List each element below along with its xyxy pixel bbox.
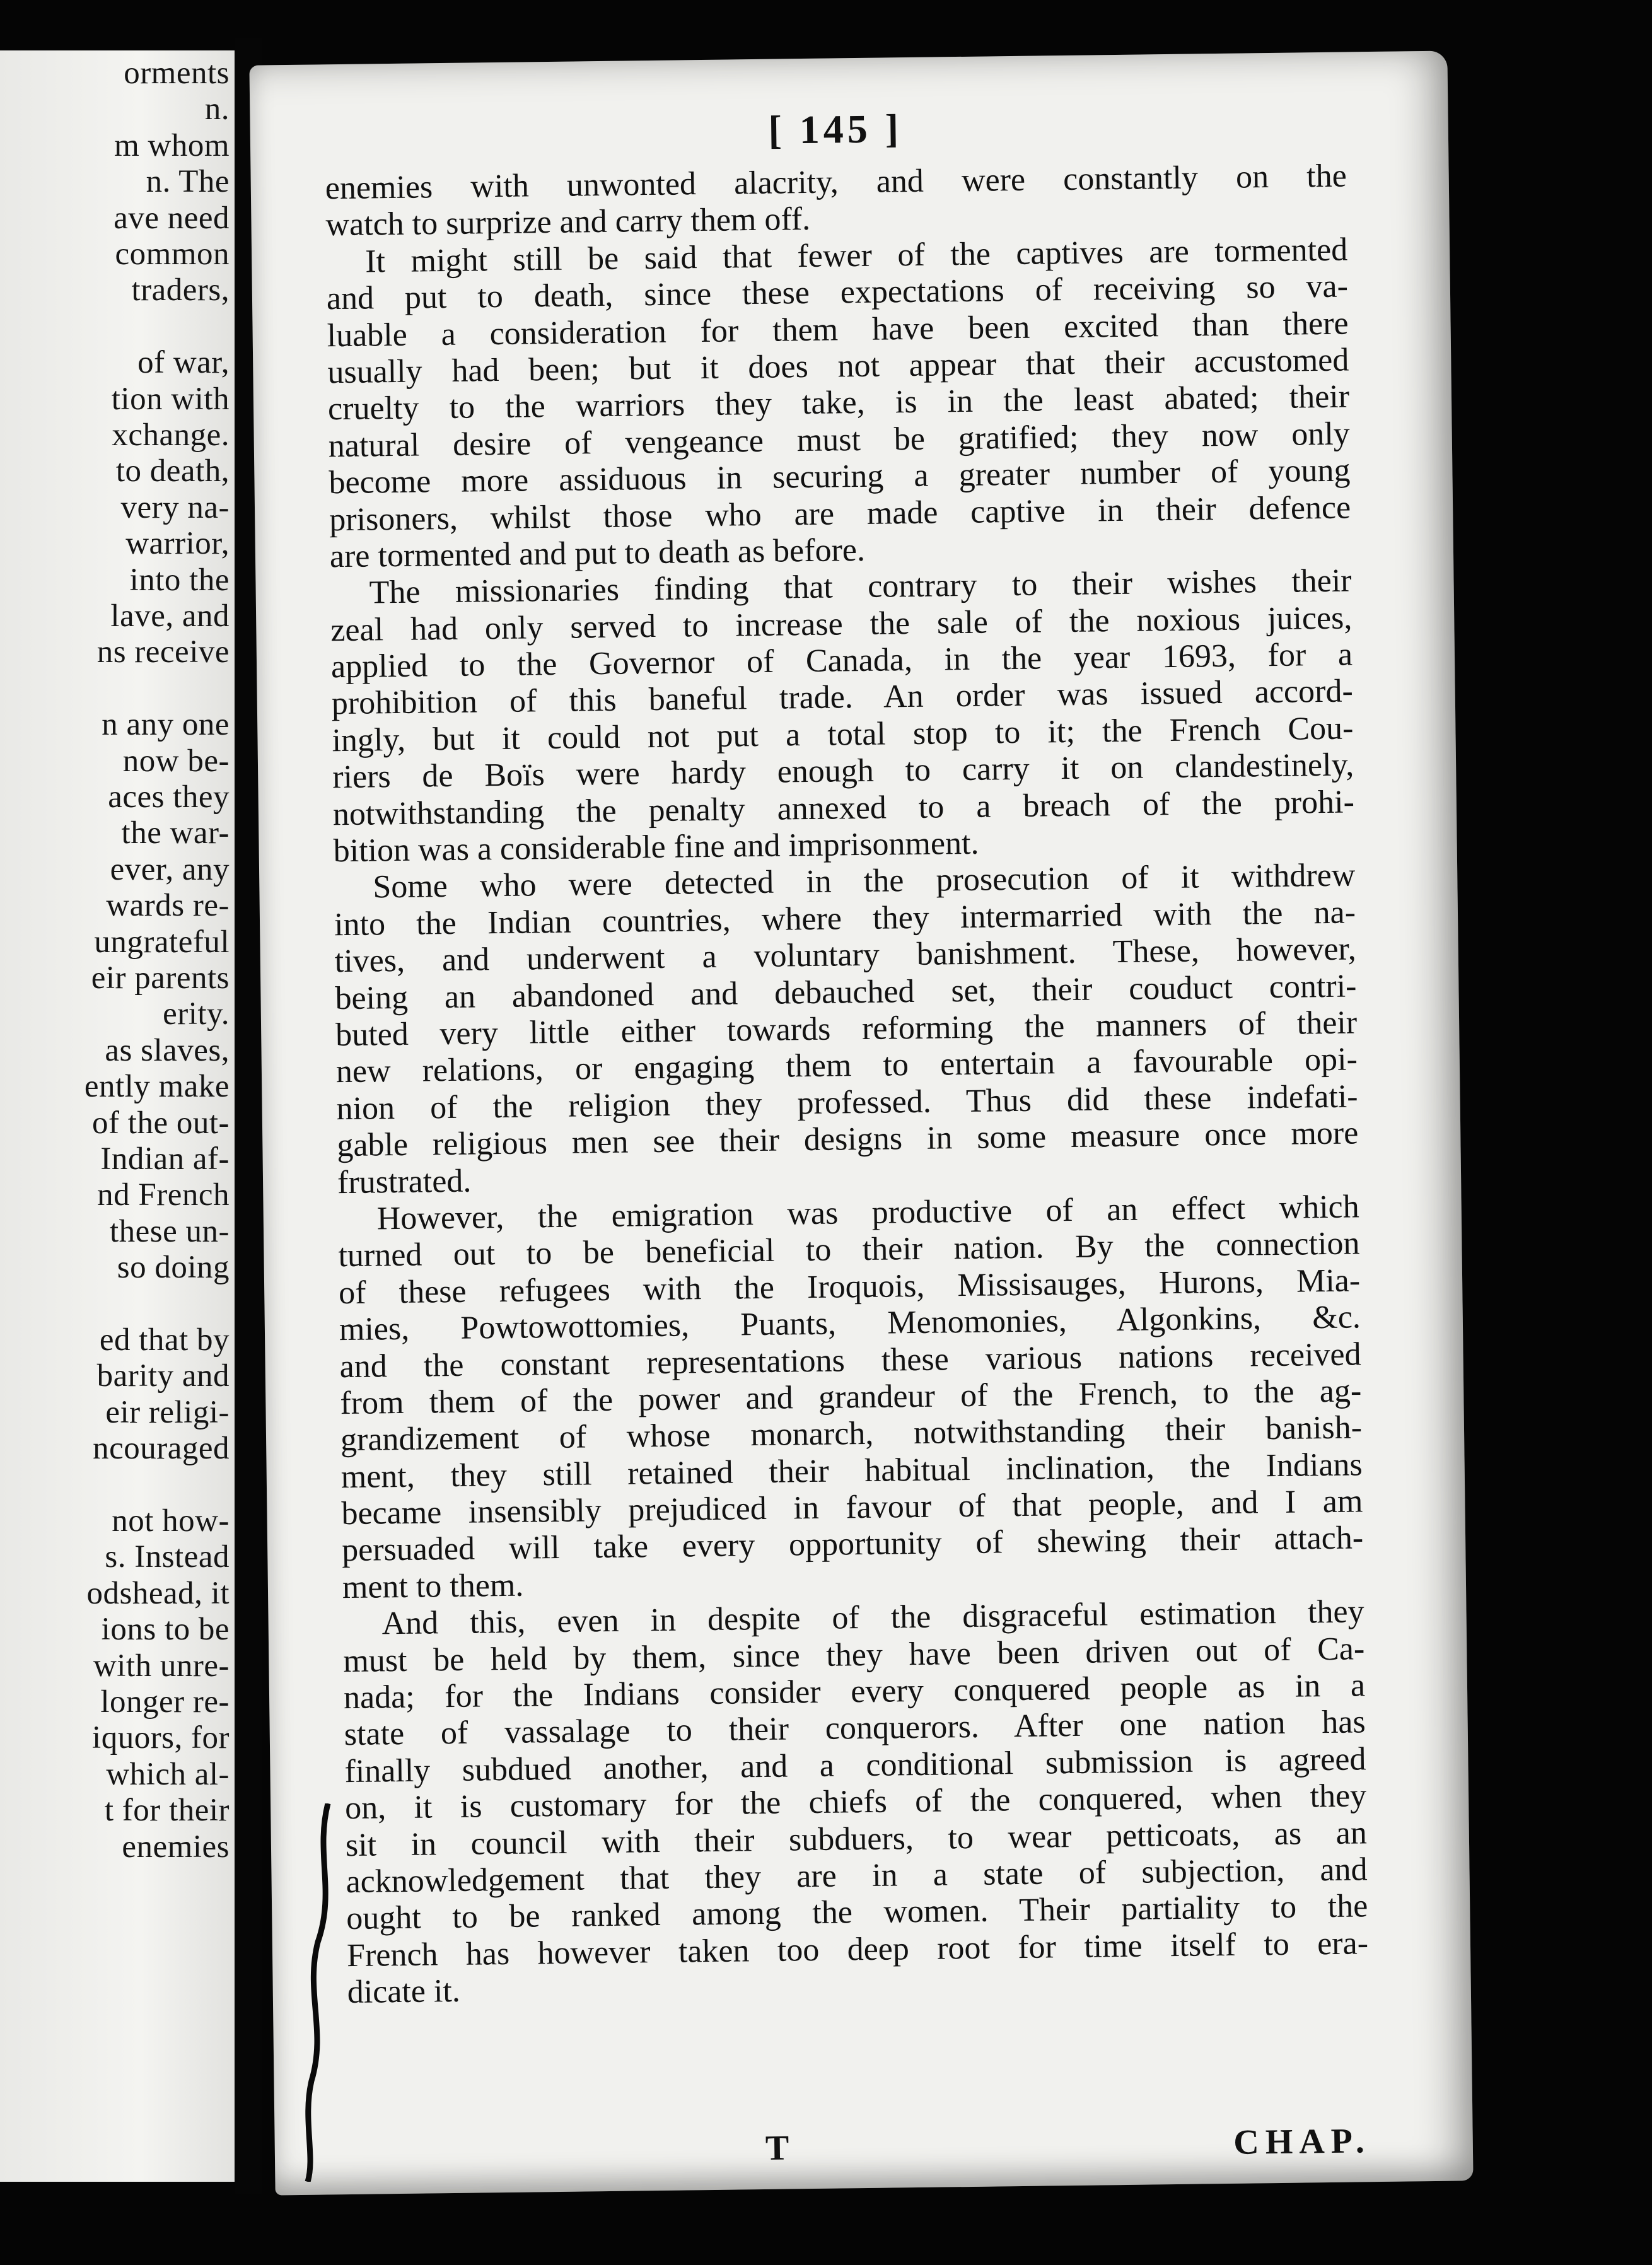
left-page-line: as slaves, [105,1032,230,1068]
text-line: watch to surprize and carry them off. [325,201,811,243]
text-line: French has however taken too deep root for time itself to era- [346,1925,1369,1974]
text-line: prisoners, whilst those who are made captive in their defence [329,489,1351,538]
text-line: must be held by them, since they have been driven out of Ca- [343,1630,1365,1679]
text-line: frustrated. [337,1163,472,1201]
text-line: luable a consideration for them have been excited than there [327,305,1349,354]
left-page-line: of war, [137,345,230,381]
left-page-line: not how- [112,1503,230,1539]
left-page-line: aces they [108,779,230,815]
text-line: into the Indian countries, where they intermarried with the na- [334,894,1356,943]
left-page-line: ions to be [101,1612,230,1648]
text-line: ought to be ranked among the women. Their partiality to the [346,1888,1368,1937]
text-line: applied to the Governor of Canada, in the year 1693, for a [330,636,1353,685]
left-page-line: warrior, [125,526,230,562]
text-line: are tormented and put to death as before. [329,532,866,575]
left-page-line: so doing [117,1250,230,1286]
text-line: prohibition of this baneful trade. An order was issued accord- [331,673,1354,722]
left-page-line: common [115,236,230,272]
text-line: finally subdued another, and a conditional submission is agreed [344,1741,1366,1790]
text-line: natural desire of vengeance must be gratified; they now only [328,416,1351,464]
text-line: However, the emigration was productive of an effect which [376,1189,1360,1237]
left-page-line: longer re- [100,1684,230,1720]
book-page [249,51,1473,2196]
left-page-line: nd French [97,1177,230,1213]
text-line: nion of the religion they professed. Thus did these indefati- [336,1078,1358,1127]
page-footer [349,2121,1371,2177]
text-line: usually had been; but it does not appear that their accustomed [327,342,1349,391]
left-page-line: Indian af- [100,1141,230,1177]
text-line: being an abandoned and debauched set, their couduct contri- [335,967,1357,1016]
left-page-line: lave, and [110,598,230,634]
left-page-line: enemies [122,1829,230,1865]
text-line: gable religious men see their designs in some measure once more [337,1115,1359,1164]
left-page-line: erity. [163,996,230,1032]
page-number: [ 145 ] [768,106,903,153]
left-page-line: n. The [146,164,230,200]
text-line: ment, they still retained their habitual inclination, the Indians [340,1447,1363,1495]
text-line: buted very little either towards reforming the manners of their [335,1004,1358,1054]
text-line: turned out to be beneficial to their nation. By the connection [338,1225,1360,1274]
left-page-line: ns receive [96,634,230,670]
left-page-line: which al- [106,1756,230,1792]
left-page-line: n. [204,91,230,127]
left-page-line: iquors, for [92,1720,230,1756]
text-line: bition was a considerable fine and imprisonment. [333,825,979,870]
left-page-line: with unre- [93,1648,230,1684]
signature-mark: T [765,2128,789,2168]
page-text-block [325,106,1371,2168]
text-line: tives, and underwent a voluntary banishment. These, however, [334,931,1357,980]
text-line: of these refugees with the Iroquois, Missisauges, Hurons, Mia- [338,1262,1361,1311]
left-page-line: now be- [122,743,230,779]
text-line: ment to them. [342,1567,524,1605]
left-page-line: t for their [104,1793,230,1829]
left-page-line: to death, [115,453,230,489]
text-line: sit in council with their subduers, to wear petticoats, as an [345,1814,1368,1863]
left-page-line: of the out- [92,1105,230,1141]
left-page-line: ncouraged [93,1431,230,1467]
left-page-line: tion with [111,381,230,417]
left-page-line: ever, any [110,851,230,887]
catchword: CHAP. [1233,2121,1371,2162]
text-line: notwithstanding the penalty annexed to a breach of the prohi- [332,784,1355,832]
left-page-line: n any one [102,707,230,743]
text-line: ingly, but it could not put a total stop to it; the French Cou- [332,710,1354,759]
text-line: zeal had only served to increase the sale of the noxious juices, [330,600,1352,648]
left-page-line: ungrateful [94,924,230,960]
text-line: mies, Powtowottomies, Puants, Menomonies, Algonkins, &c. [339,1299,1361,1348]
left-page-line: s. Instead [105,1539,230,1575]
left-page-line: barity and [96,1358,230,1394]
text-line: persuaded will take every opportunity of shewing their attach- [341,1520,1364,1569]
left-page-line: ed that by [99,1322,230,1358]
left-page-line: very na- [120,489,230,525]
left-page-line: traders, [131,272,230,308]
left-page-line: odshead, it [86,1575,230,1611]
left-page-line: orments [124,55,230,91]
text-line: dicate it. [347,1973,461,2011]
left-page-line: these un- [109,1213,230,1249]
left-page-fragment [0,50,235,2182]
left-page-line: eir parents [91,960,230,996]
page-body [325,158,1369,2011]
left-page-line: wards re- [106,888,230,924]
text-line: from them of the power and grandeur of the French, to the ag- [340,1373,1362,1422]
text-line: became insensibly prejudiced in favour of that people, and I am [341,1483,1363,1532]
text-line: The missionaries finding that contrary to their wishes their [369,562,1352,611]
text-line: enemies with unwonted alacrity, and were constantly on the [325,158,1347,207]
text-line: grandizement of whose monarch, notwithstanding their banish- [340,1409,1363,1459]
text-line: and the constant representations these various nations received [339,1336,1361,1385]
left-page-line: m whom [114,127,230,163]
left-page-line: into the [129,562,230,598]
text-line: on, it is customary for the chiefs of the conquered, when they [344,1778,1367,1827]
text-line: cruelty to the warriors they take, is in the least abated; their [327,378,1350,428]
text-line: riers de Boïs were hardy enough to carry it on clandestinely, [332,747,1354,796]
text-line: become more assiduous in securing a greater number of young [329,452,1351,501]
text-line: state of vassalage to their conquerors. After one nation has [344,1704,1366,1753]
text-line: It might still be said that fewer of the captives are tormented [364,231,1348,280]
text-line: Some who were detected in the prosecution of it withdrew [373,857,1356,905]
left-page-line: the war- [121,815,230,851]
text-line: nada; for the Indians consider every conquered people as in a [343,1667,1366,1716]
left-page-line: ave need [113,200,230,236]
text-line: and put to death, since these expectations of receiving so va- [326,268,1349,317]
page-tear-mark [296,1803,347,2182]
left-page-line: xchange. [112,417,230,453]
text-line: And this, even in despite of the disgraceful estimation they [381,1593,1364,1642]
left-page-line: eir religi- [105,1394,230,1430]
left-page-line: ently make [84,1069,230,1105]
text-line: acknowledgement that they are in a state of subjection, and [346,1851,1368,1901]
text-line: new relations, or engaging them to entertain a favourable opi- [335,1041,1358,1090]
